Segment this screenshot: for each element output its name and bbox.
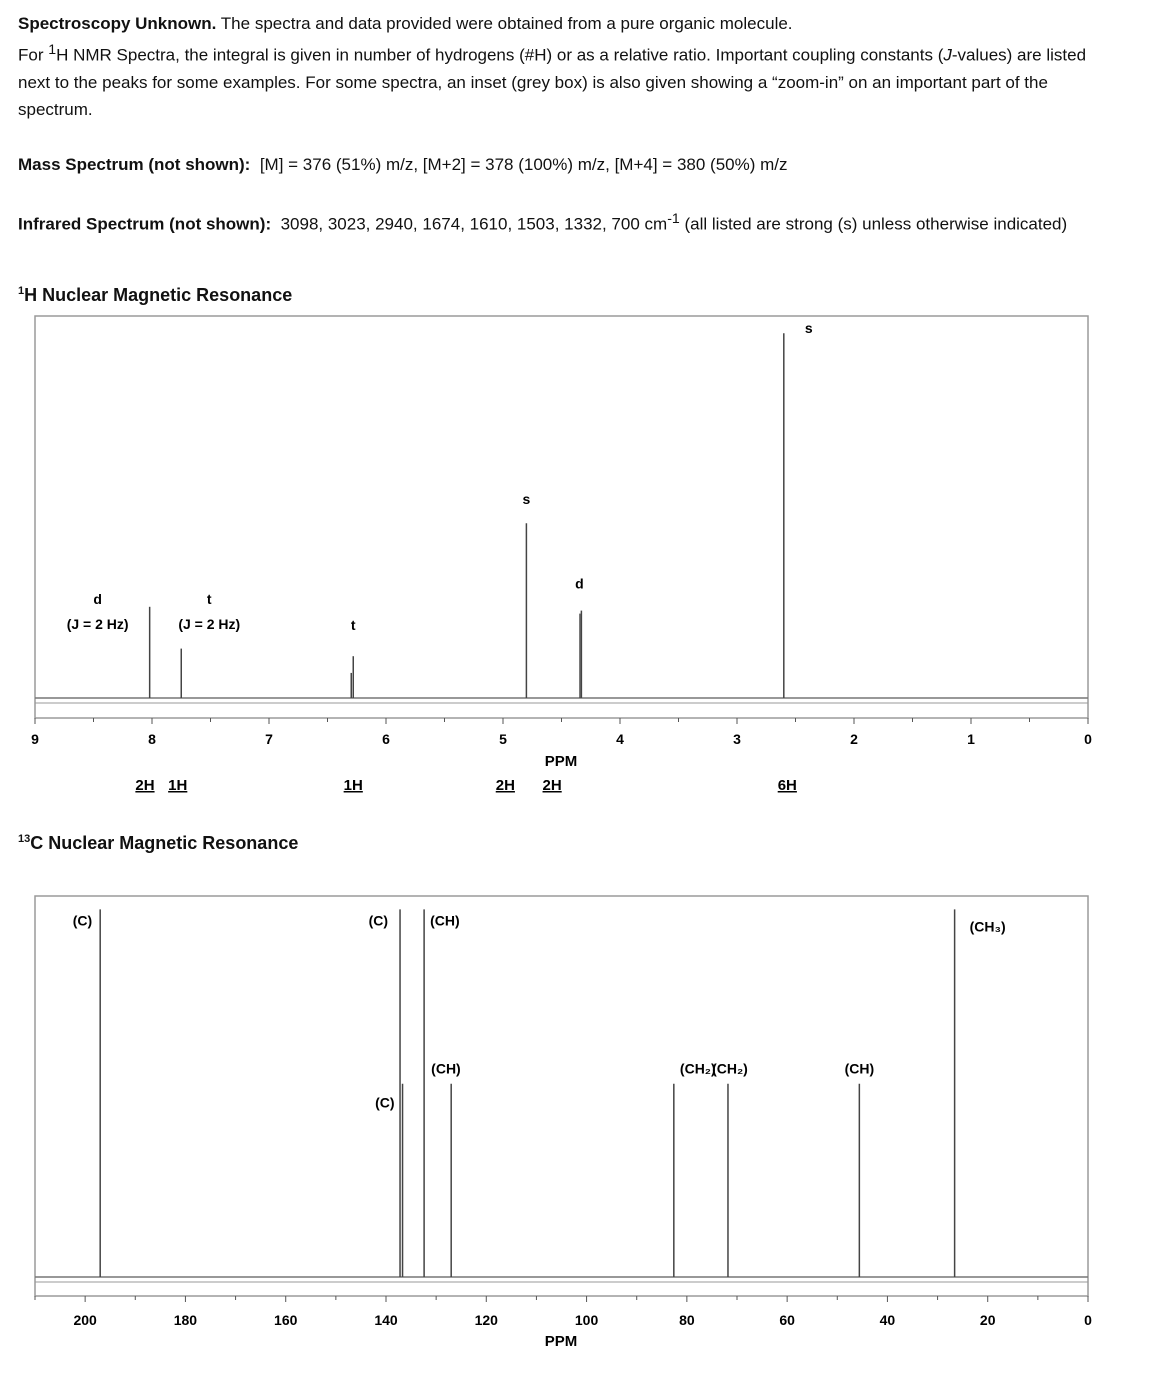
intro-line-1 [18, 10, 1118, 37]
c-nmr-title-text: C Nuclear Magnetic Resonance [30, 833, 299, 853]
c-tick-label: 120 [474, 1312, 498, 1328]
h-tick-label: 9 [31, 731, 39, 747]
intro-p-sup: 1 [48, 42, 57, 58]
c-tick-label: 40 [879, 1312, 896, 1328]
c-peak-label: (CH) [430, 912, 460, 929]
h-peak-mult: d [93, 591, 102, 607]
h-axis-label: PPM [544, 753, 578, 770]
intro-text: The spectra and data provided were obtained from a pure organic molecule. [220, 14, 793, 33]
h-integral: 2H [135, 777, 155, 794]
c-peak-label: (CH₂) [679, 1060, 716, 1077]
c-peak-label: (CH₃) [969, 918, 1006, 935]
c-tick-label: 80 [679, 1312, 695, 1328]
c-tick-label: 140 [374, 1312, 398, 1328]
h-tick-label: 7 [265, 731, 273, 747]
h-tick-label: 6 [382, 731, 390, 747]
c-tick-label: 60 [779, 1312, 795, 1328]
ir-line [18, 206, 1118, 238]
h-tick-label: 0 [1084, 731, 1092, 747]
doc-title: Spectroscopy Unknown. [18, 14, 217, 33]
h-nmr-title [18, 285, 292, 306]
mass-spec-line [18, 151, 1118, 178]
h-nmr-spectrum [0, 310, 1150, 830]
ir-note: (all listed are strong (s) unless otherwise indicated) [679, 214, 1068, 234]
c-nmr-title-sup: 13 [18, 833, 31, 845]
intro-p-prefix: For [18, 45, 49, 65]
c-peak-label: (CH₂) [712, 1060, 748, 1077]
c-peak-label: (C) [72, 912, 93, 929]
h-peak-mult: s [522, 491, 531, 508]
h-nmr-title-text: H Nuclear Magnetic Resonance [24, 285, 293, 305]
c-tick-label: 100 [574, 1312, 599, 1328]
h-integral: 2H [495, 777, 515, 794]
h-tick-label: 2 [850, 731, 858, 747]
h-tick-label: 8 [148, 731, 156, 747]
c-tick-label: 0 [1084, 1312, 1092, 1328]
c-peak-label: (C) [368, 912, 389, 929]
intro-block [18, 10, 1118, 237]
c-tick-label: 200 [73, 1312, 97, 1328]
h-tick-label: 4 [616, 731, 624, 747]
c-tick-label: 180 [173, 1312, 198, 1328]
h-integral: 2H [542, 777, 562, 794]
c-tick-label: 20 [979, 1312, 996, 1328]
ir-label: Infrared Spectrum (not shown): [18, 214, 272, 234]
h-peak-mult: t [206, 591, 212, 607]
h-peak-mult: d [575, 575, 584, 592]
h-integral: 1H [168, 777, 188, 794]
h-peak-jvalue: (J = 2 Hz) [178, 616, 241, 632]
intro-paragraph [18, 37, 1118, 123]
ir-values: 3098, 3023, 2940, 1674, 1610, 1503, 1332, 700 cm [280, 214, 668, 234]
c-peak-label: (C) [375, 1094, 395, 1111]
ir-sup: -1 [667, 210, 680, 227]
h-tick-label: 1 [967, 731, 975, 747]
h-nmr-title-sup: 1 [18, 285, 25, 297]
h-peak-jvalue: (J = 2 Hz) [66, 616, 129, 632]
intro-p-j: J [943, 45, 952, 65]
h-peak-mult: t [350, 617, 356, 634]
c-nmr-title [18, 833, 298, 854]
intro-p-end: -values) are listed next to the peaks for some examples. For some spectra, an inset (grey box) is also given showing a “zoom-in” on an important part of the spectrum. [18, 45, 1087, 119]
c-tick-label: 160 [274, 1312, 298, 1328]
c-axis-label: PPM [544, 1333, 578, 1350]
h-plot-frame [35, 316, 1088, 718]
h-integral: 6H [777, 777, 797, 794]
h-tick-label: 3 [733, 731, 741, 747]
c-peak-label: (CH) [844, 1060, 875, 1077]
c-peak-label: (CH) [431, 1060, 461, 1077]
h-integral: 1H [343, 777, 363, 794]
mass-spec-values: [M] = 376 (51%) m/z, [M+2] = 378 (100%) m/z, [M+4] = 380 (50%) m/z [259, 154, 788, 174]
h-tick-label: 5 [499, 731, 507, 747]
c-plot-frame [35, 896, 1088, 1296]
intro-p-rest: H NMR Spectra, the integral is given in number of hydrogens (#H) or as a relative ratio. Important coupling constants ( [56, 45, 944, 65]
h-peak-mult: s [804, 320, 813, 337]
mass-spec-label: Mass Spectrum (not shown): [18, 154, 251, 174]
c-nmr-spectrum [0, 880, 1150, 1380]
